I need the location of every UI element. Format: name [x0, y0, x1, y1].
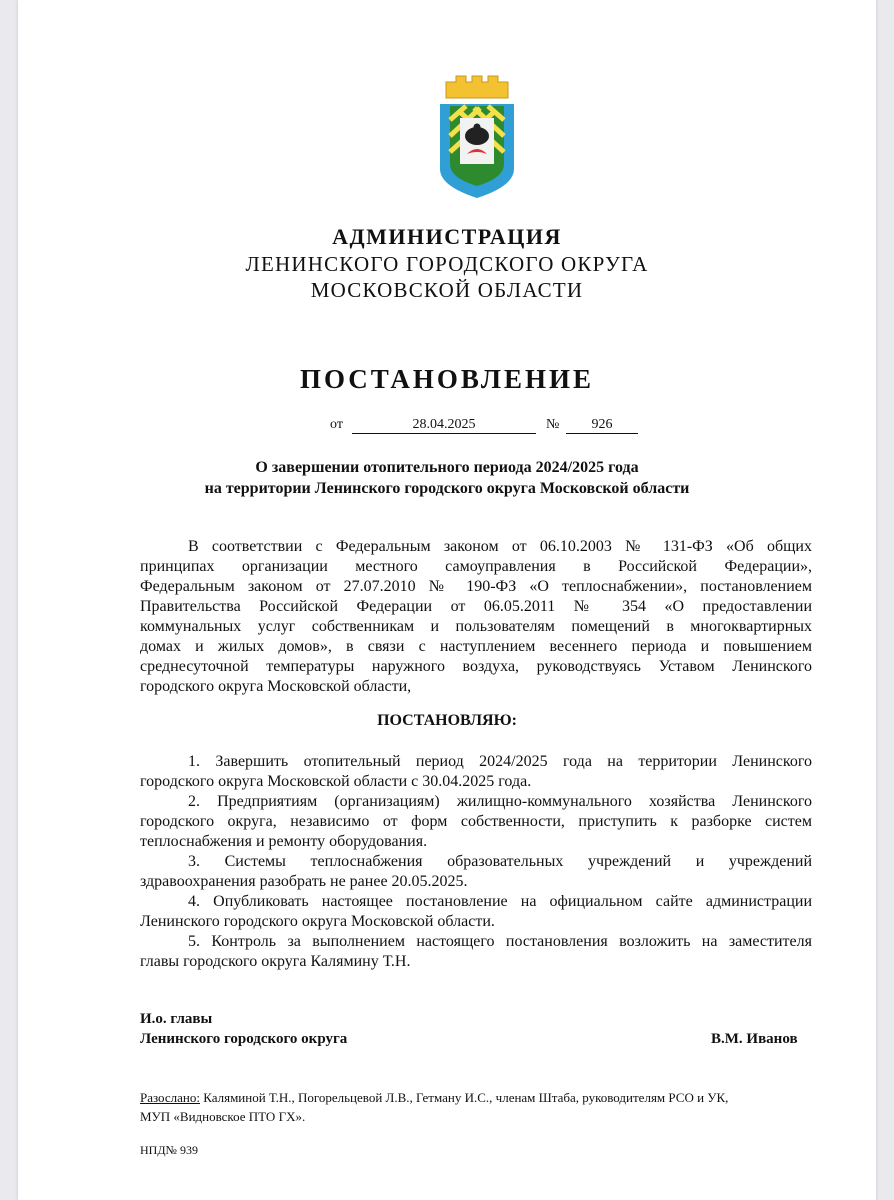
item-line: 5. Контроль за выполнением настоящего постановления возложить на заместителя [188, 933, 812, 950]
footer-code: НПД№ 939 [140, 1143, 198, 1157]
preamble-line: городского округа Московской области, [140, 678, 412, 695]
item-line: здравоохранения разобрать не ранее 20.05.2025. [140, 873, 468, 890]
header-line3: МОСКОВСКОЙ ОБЛАСТИ [310, 278, 584, 302]
number-label: № [546, 417, 560, 432]
signatory-title: И.о. главы [140, 1011, 213, 1027]
subject-line: О завершении отопительного периода 2024/2025 года [255, 459, 639, 476]
document-subject [0, 457, 894, 499]
preamble-line: домах и жилых домов», в связи с наступлением весеннего периода и повышением [140, 638, 812, 655]
item-line: 4. Опубликовать настоящее постановление на официальном сайте администрации [188, 893, 812, 910]
document-type: ПОСТАНОВЛЕНИЕ [299, 364, 595, 394]
preamble-line: принципах организации местного самоуправления в Российской Федерации», [140, 558, 812, 575]
item-line: 1. Завершить отопительный период 2024/2025 года на территории Ленинского [188, 753, 812, 770]
item-line: теплоснабжения и ремонту оборудования. [140, 833, 428, 850]
distribution-recipients: МУП «Видновское ПТО ГХ». [140, 1109, 306, 1124]
coat-of-arms-emblem [436, 74, 518, 200]
distribution-label: Разослано: [140, 1090, 200, 1105]
decree-heading: ПОСТАНОВЛЯЮ: [377, 712, 517, 729]
from-label: от [330, 417, 343, 432]
signatory-title: Ленинского городского округа [140, 1031, 348, 1047]
item-line: городского округа Московской области с 30.04.2025 года. [140, 773, 532, 790]
distribution-list [140, 1088, 840, 1126]
item-line: 3. Системы теплоснабжения образовательных учреждений и учреждений [188, 853, 812, 870]
header-line1: АДМИНИСТРАЦИЯ [332, 224, 562, 249]
header-line2: ЛЕНИНСКОГО ГОРОДСКОГО ОКРУГА [245, 252, 649, 276]
signatory-name: В.М. Иванов [711, 1031, 798, 1047]
item-line: Ленинского городского округа Московской области. [140, 913, 495, 930]
subject-line: на территории Ленинского городского округа Московской области [204, 480, 690, 497]
preamble-line: Правительства Российской Федерации от 06.05.2011 № 354 «О предоставлении [140, 598, 812, 615]
document-number: 926 [566, 417, 638, 434]
preamble-line: среднесуточной температуры наружного воздуха, руководствуясь Уставом Ленинского [140, 658, 812, 675]
distribution-recipients: Каляминой Т.Н., Погорельцевой Л.В., Гетману И.С., членам Штаба, руководителям РСО и УК, [199, 1090, 729, 1105]
item-line: 2. Предприятиям (организациям) жилищно-коммунального хозяйства Ленинского [188, 793, 812, 810]
preamble-line: коммунальных услуг собственникам и пользователям помещений в многоквартирных [140, 618, 812, 635]
preamble-line: В соответствии с Федеральным законом от 06.10.2003 № 131-ФЗ «Об общих [188, 538, 812, 555]
preamble [140, 537, 812, 697]
document-date: 28.04.2025 [352, 417, 536, 434]
item-line: городского округа, независимо от форм собственности, приступить к разборке систем [140, 813, 812, 830]
preamble-line: Федеральным законом от 27.07.2010 № 190-ФЗ «О теплоснабжении», постановлением [140, 578, 812, 595]
item-line: главы городского округа Калямину Т.Н. [140, 953, 411, 970]
decree-items [140, 752, 812, 972]
